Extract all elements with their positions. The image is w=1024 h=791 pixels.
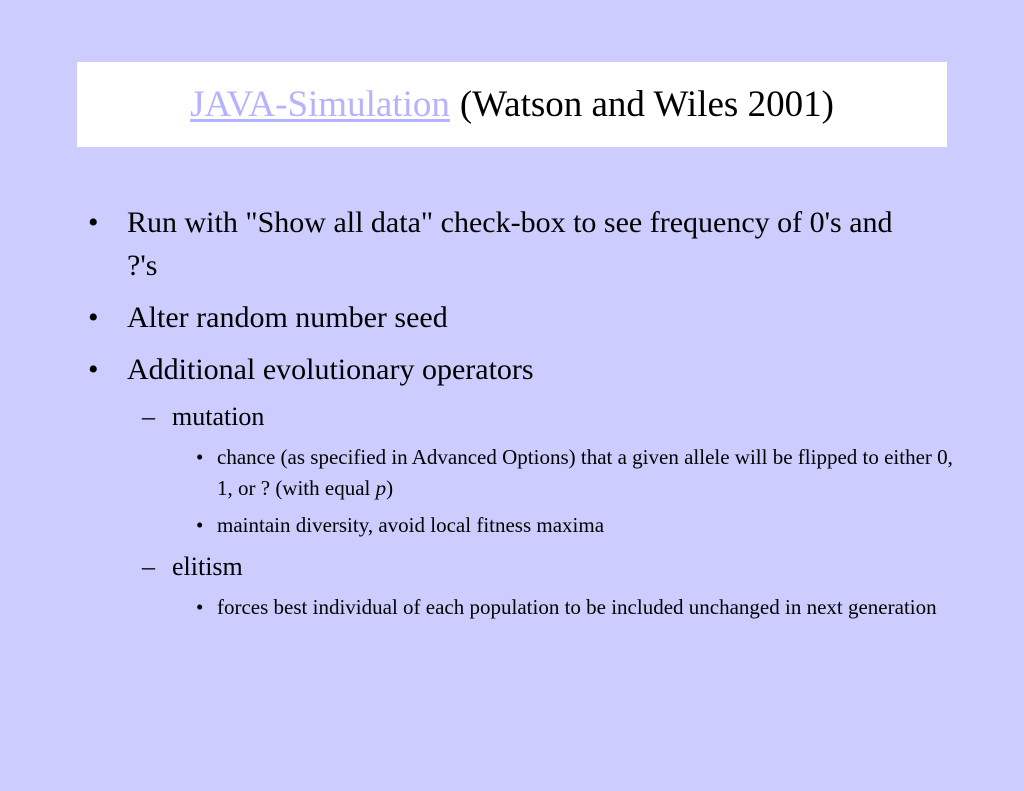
small-bullet-marker: • xyxy=(196,513,204,537)
point-text: forces best individual of each population to be included unchanged in next generation xyxy=(217,595,937,619)
bullet-text: Alter random number seed xyxy=(127,301,448,334)
small-bullet-marker: • xyxy=(196,445,204,469)
sub-bullet-elitism xyxy=(142,550,922,584)
slide-title-citation: (Watson and Wiles 2001) xyxy=(459,84,834,125)
point-text-end: ) xyxy=(386,476,394,500)
point-text: maintain diversity, avoid local fitness maxima xyxy=(217,513,605,537)
mutation-point-chance xyxy=(196,442,956,504)
sub-bullet-mutation xyxy=(142,400,922,434)
mutation-point-diversity xyxy=(196,510,956,541)
bullet-show-all-data xyxy=(88,201,918,287)
probability-symbol: p xyxy=(375,476,387,500)
sub-bullet-text: mutation xyxy=(172,402,265,431)
point-text xyxy=(217,442,956,504)
elitism-point-best-individual xyxy=(196,592,956,623)
bullet-marker: • xyxy=(88,206,99,239)
bullet-additional-operators xyxy=(88,348,918,391)
bullet-text: Additional evolutionary operators xyxy=(127,353,534,386)
bullet-alter-seed xyxy=(88,296,918,339)
bullet-marker: • xyxy=(88,353,99,386)
java-simulation-link[interactable]: JAVA-Simulation xyxy=(190,84,450,125)
dash-marker: – xyxy=(142,402,155,431)
small-bullet-marker: • xyxy=(196,595,204,619)
dash-marker: – xyxy=(142,552,155,581)
point-text-main: chance (as specified in Advanced Options) that a given allele will be flipped to either 0, 1, or ? (with equal xyxy=(217,445,953,500)
sub-bullet-text: elitism xyxy=(172,552,243,581)
bullet-marker: • xyxy=(88,301,99,334)
bullet-text: Run with "Show all data" check-box to see frequency of 0's and ?'s xyxy=(127,206,893,282)
